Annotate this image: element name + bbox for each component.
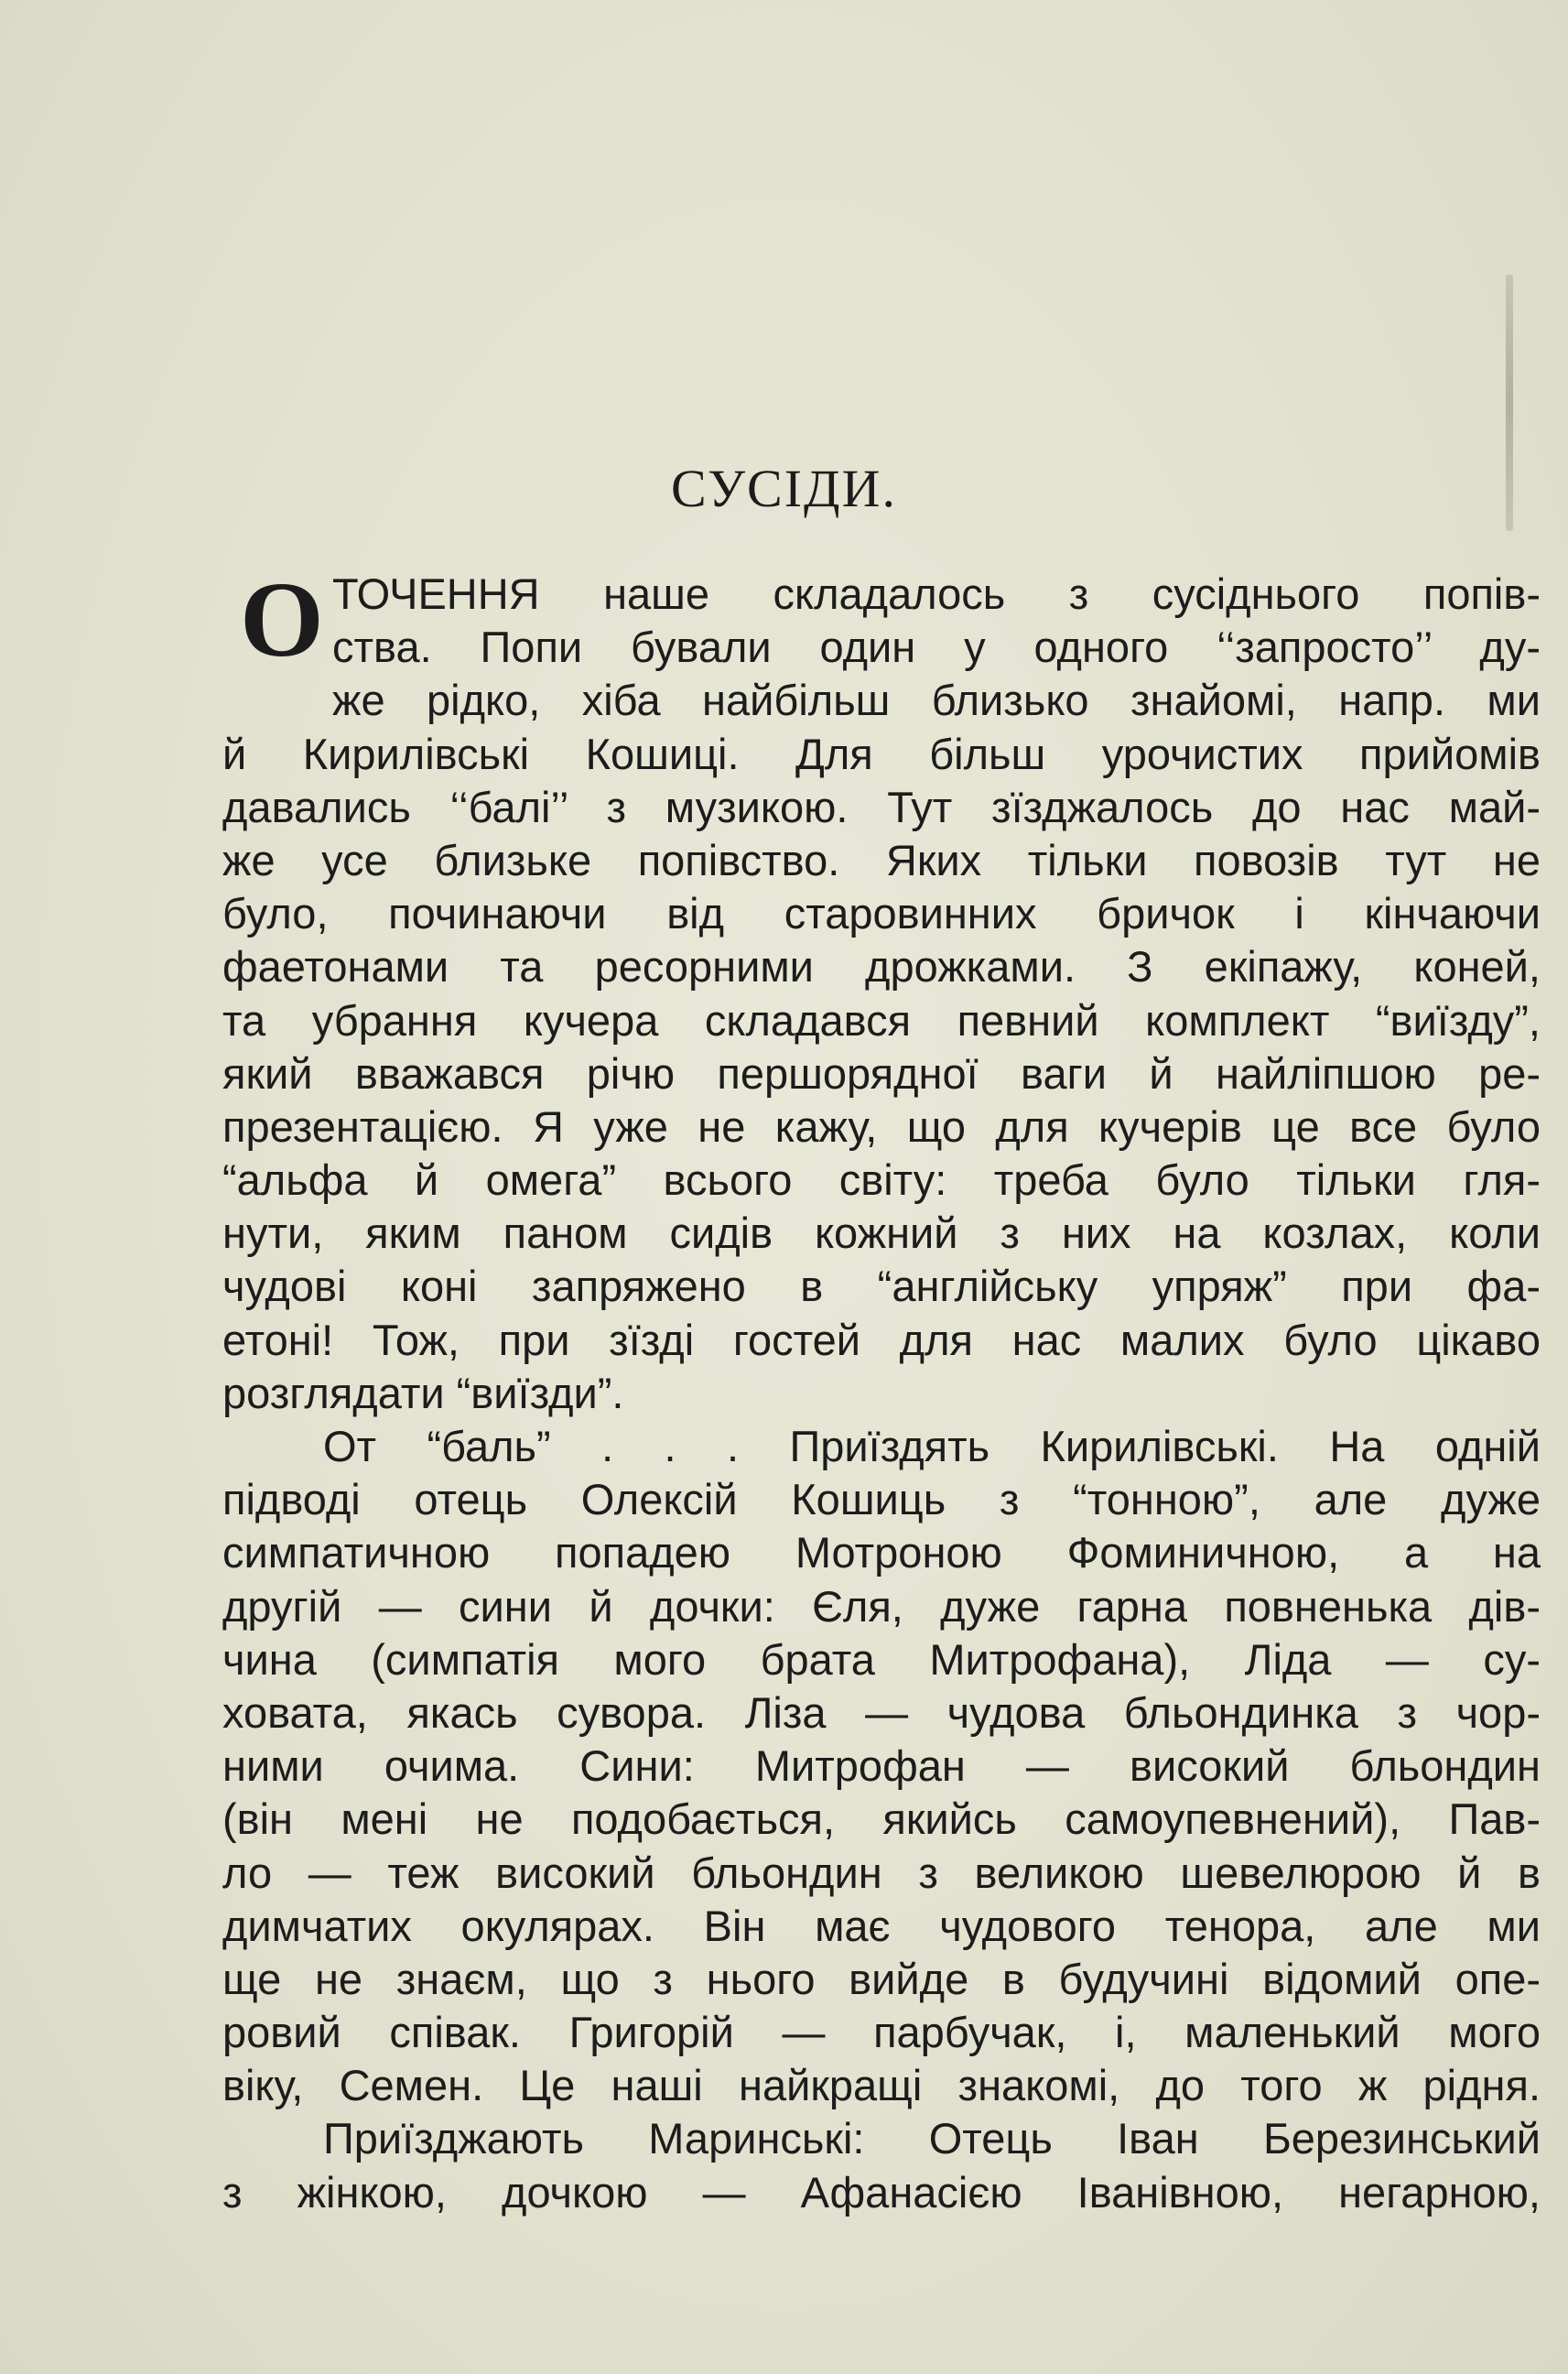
text-line: (він мені не подобається, якийсь самоупевнений), Пав- [222, 1794, 1541, 1844]
text-line: розглядати “виїзди”. [222, 1368, 624, 1417]
text-line: з жінкою, дочкою — Афанасією Іванівною, негарною, [222, 2167, 1541, 2217]
paragraph-1 [222, 559, 1541, 1420]
text-line: От “баль” . . . Приїздять Кирилівські. На одній [323, 1422, 1541, 1470]
text-line: який вважався річю першорядної ваги й найліпшою ре- [222, 1048, 1541, 1098]
text-line: ло — теж високий бльондин з великою шевелюрою й в [222, 1848, 1541, 1897]
text-line: симпатичною попадею Мотроною Фоминичною, а на [222, 1528, 1541, 1577]
text-line: же рідко, хіба найбільш близько знайомі, напр. ми [332, 676, 1541, 725]
text-line: було, починаючи від старовинних бричок і кінчаючи [222, 889, 1541, 938]
text-line: підводі отець Олексій Кошиць з “тонною”, але дуже [222, 1475, 1541, 1524]
text-line: другій — сини й дочки: Єля, дуже гарна повненька дів- [222, 1581, 1541, 1631]
text-line: й Кирилівські Кошиці. Для більш урочистих прийомів [222, 729, 1541, 778]
text-line: ТОЧЕННЯ наше складалось з сусіднього попів- [332, 569, 1541, 618]
body-text [222, 559, 1541, 2219]
text-line: віку, Семен. Це наші найкращі знакомі, до того ж рідня. [222, 2061, 1541, 2110]
text-line: давались ‘‘балі’’ з музикою. Тут зїзджалось до нас май- [222, 782, 1541, 831]
text-line: та убрання кучера складався певний комплект “виїзду”, [222, 995, 1541, 1045]
text-line: чудові коні запряжено в “англійську упряж” при фа- [222, 1262, 1541, 1311]
text-line: ства. Попи бували один у одного ‘‘запросто’’ ду- [332, 623, 1541, 672]
text-line: ховата, якась сувора. Ліза — чудова бльондинка з чор- [222, 1687, 1541, 1737]
text-line: фаетонами та ресорними дрожками. З екіпажу, коней, [222, 942, 1541, 992]
paragraph-2 [222, 1420, 1541, 2112]
text-line: ровий співак. Григорій — парбучак, і, маленький мого [222, 2008, 1541, 2057]
text-line: “альфа й омега” всього світу: треба було тільки гля- [222, 1155, 1541, 1205]
text-line: же усе близьке попівство. Яких тільки повозів тут не [222, 835, 1541, 884]
text-line: ще не знаєм, що з нього вийде в будучині відомий опе- [222, 1954, 1541, 2003]
paragraph-3 [222, 2112, 1541, 2218]
page-title: СУСІДИ. [671, 459, 897, 518]
text-line: презентацією. Я уже не кажу, що для кучерів це все було [222, 1101, 1541, 1151]
text-line: димчатих окулярах. Він має чудового тенора, але ми [222, 1901, 1541, 1950]
text-line: Приїзджають Маринські: Отець Іван Березинський [323, 2114, 1541, 2163]
text-line: чина (симпатія мого брата Митрофана), Ліда — су- [222, 1634, 1541, 1684]
text-line: етоні! Тож, при зїзді гостей для нас малих було цікаво [222, 1315, 1541, 1364]
drop-cap: О [240, 559, 324, 679]
text-line: нути, яким паном сидів кожний з них на козлах, коли [222, 1209, 1541, 1258]
text-line: ними очима. Сини: Митрофан — високий бльондин [222, 1741, 1541, 1791]
